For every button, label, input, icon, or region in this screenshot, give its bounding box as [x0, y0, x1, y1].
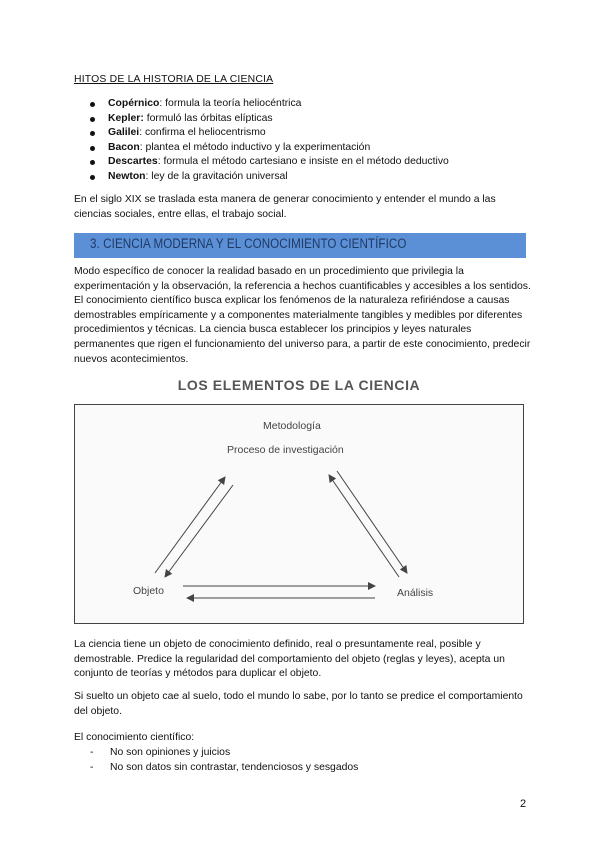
- triangle-diagram: [75, 405, 523, 623]
- arrow-objeto-to-metodologia: [155, 477, 225, 573]
- hitos-list: [90, 97, 449, 185]
- list-item: Bacon: plantea el método inductivo y la experimentación: [90, 141, 449, 156]
- conocimiento-label: El conocimiento científico:: [74, 732, 195, 743]
- list-item: Kepler: formuló las órbitas elípticas: [90, 112, 449, 127]
- paragraph-objeto: La ciencia tiene un objeto de conocimiento definido, real o presuntamente real, posible y demostrable. Predice la regularidad del comportamiento del objeto (reglas y leyes), acepta un conjunto de teorías y métodos para duplicar el objeto.: [74, 639, 505, 680]
- arrow-analisis-to-metodologia: [329, 475, 399, 577]
- list-item: Galilei: confirma el heliocentrismo: [90, 126, 449, 141]
- list-item: Copérnico: formula la teoría heliocéntrica: [90, 97, 449, 112]
- figure-label-proceso: Proceso de investigación: [227, 444, 344, 456]
- list-item: Descartes: formula el método cartesiano e insiste en el método deductivo: [90, 155, 449, 170]
- section-title: HITOS DE LA HISTORIA DE LA CIENCIA: [74, 74, 274, 85]
- figure-label-analisis: Análisis: [397, 587, 434, 599]
- list-item: Newton: ley de la gravitación universal: [90, 170, 449, 185]
- page-number: 2: [520, 798, 527, 810]
- paragraph-definicion: Modo específico de conocer la realidad basado en un procedimiento que privilegia la experimentación y la observación, la referencia a hechos cuantificables y accesibles a los sentidos. El conocimiento científico busca explicar los fenómenos de la naturaleza refiriéndose a causas demostrables empíricamente y a componentes materialmente tangibles y medibles por diferentes procedimientos y técnicas. La ciencia busca establecer los principios y leyes naturales permanentes que rigen el funcionamiento del universo para, a partir de este conocimiento, predecir nuevos acontecimientos.: [74, 266, 531, 365]
- figure-label-objeto: Objeto: [133, 585, 164, 597]
- section-heading: 3. CIENCIA MODERNA Y EL CONOCIMIENTO CIENTÍFICO: [90, 236, 407, 251]
- list-item: - No son datos sin contrastar, tendenciosos y sesgados: [90, 761, 358, 776]
- paragraph-siglo-xix: En el siglo XIX se traslada esta manera de generar conocimiento y entender el mundo a las ciencias sociales, entre ellas, el trabajo social.: [74, 194, 496, 220]
- paragraph-suelo: Si suelto un objeto cae al suelo, todo el mundo lo sabe, por lo tanto se predice el comportamiento del objeto.: [74, 691, 523, 717]
- list-item: - No son opiniones y juicios: [90, 746, 358, 761]
- figure-label-metodologia: Metodología: [263, 420, 321, 432]
- figure-title: LOS ELEMENTOS DE LA CIENCIA: [177, 377, 421, 393]
- figure-frame: [74, 404, 524, 624]
- arrow-metodologia-to-analisis: [337, 471, 407, 573]
- conocimiento-list: [90, 746, 358, 775]
- arrow-metodologia-to-objeto: [165, 485, 233, 577]
